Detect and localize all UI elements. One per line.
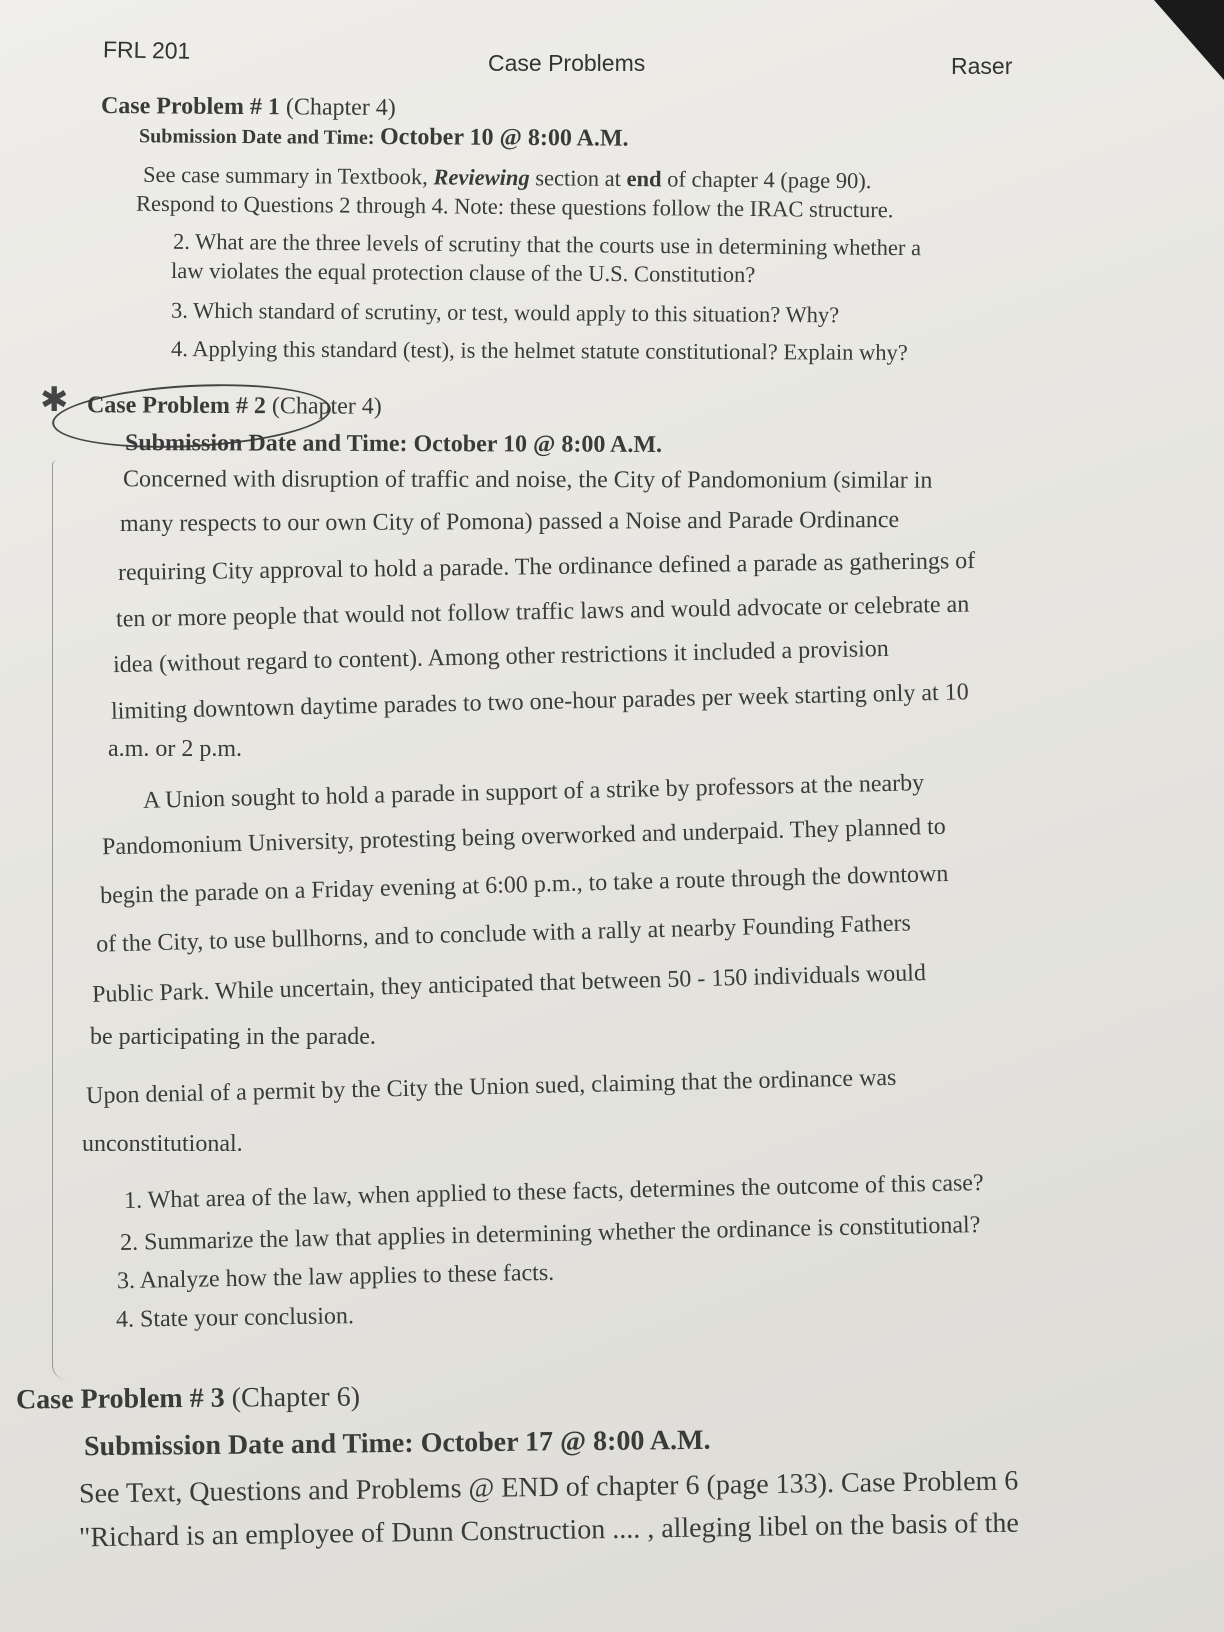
case2-p1-line: limiting downtown daytime parades to two one-hour parades per week starting only at 10	[110, 679, 969, 725]
case2-question: 4. State your conclusion.	[115, 1303, 355, 1333]
case3-chapter: (Chapter 6)	[231, 1381, 361, 1414]
case2-question: 2. Summarize the law that applies in determining whether the ordinance is constitutional?	[119, 1211, 981, 1257]
case2-submission	[125, 431, 662, 457]
case2-p2-line: begin the parade on a Friday evening at 6:00 p.m., to take a route through the downtown	[99, 860, 949, 910]
case1-submission	[139, 123, 629, 150]
case1-question-2-line1: 2. What are the three levels of scrutiny that the courts use in determining whether a	[172, 228, 922, 261]
case1-heading	[101, 94, 396, 120]
case1-submission-value: October 10 @ 8:00 A.M.	[379, 123, 629, 152]
handwritten-star-icon: ✱	[40, 380, 69, 420]
case2-question: 3. Analyze how the law applies to these facts.	[116, 1259, 555, 1295]
case2-p2-line: be participating in the parade.	[90, 1024, 376, 1050]
case1-intro-line2: Respond to Questions 2 through 4. Note: these questions follow the IRAC structure.	[135, 190, 894, 223]
case2-question: 1. What area of the law, when applied to these facts, determines the outcome of this case?	[123, 1170, 984, 1214]
course-code: FRL 201	[102, 36, 191, 64]
case2-p2-line: Public Park. While uncertain, they anticipated that between 50 - 150 individuals would	[91, 960, 927, 1008]
case2-submission-label: Submission Date and Time:	[124, 430, 408, 458]
case3-submission-label: Submission Date and Time:	[83, 1427, 414, 1463]
case2-chapter: (Chapter 4)	[271, 393, 382, 420]
case1-intro-text-c: section at	[529, 165, 627, 192]
case2-p1-line: idea (without regard to content). Among other restrictions it included a provision	[112, 635, 890, 679]
case1-submission-label: Submission Date and Time:	[138, 125, 375, 149]
case3-line1: See Text, Questions and Problems @ END of chapter 6 (page 133). Case Problem 6	[78, 1465, 1019, 1510]
case1-intro-reviewing: Reviewing	[433, 164, 530, 191]
case1-question-3: 3. Which standard of scrutiny, or test, would apply to this situation? Why?	[170, 297, 840, 328]
case3-submission-value: October 17 @ 8:00 A.M.	[420, 1424, 711, 1459]
case2-p3-line: unconstitutional.	[82, 1131, 243, 1157]
case3-line2: "Richard is an employee of Dunn Construction .... , alleging libel on the basis of the	[78, 1507, 1020, 1554]
case1-intro-end: end	[626, 166, 662, 192]
case2-submission-value: October 10 @ 8:00 A.M.	[413, 431, 663, 458]
case2-p1-line: requiring City approval to hold a parade. The ordinance defined a parade as gatherings of	[117, 548, 976, 586]
case1-title: Case Problem # 1	[100, 92, 280, 121]
case1-intro-text-e: of chapter 4 (page 90).	[661, 166, 872, 194]
case1-chapter: (Chapter 4)	[285, 94, 396, 122]
case2-p2-line: of the City, to use bullhorns, and to conclude with a rally at nearby Founding Fathers	[95, 910, 912, 958]
case2-p2-line: Pandomonium University, protesting being overworked and underpaid. They planned to	[101, 813, 947, 861]
case2-p2-line: A Union sought to hold a parade in support of a strike by professors at the nearby	[142, 770, 925, 814]
case2-heading	[87, 393, 382, 419]
case1-question-2-line2: law violates the equal protection clause of the U.S. Constitution?	[170, 257, 756, 288]
case2-title: Case Problem # 2	[86, 392, 266, 420]
case1-intro-line1	[142, 161, 872, 194]
page-title: Case Problems	[488, 50, 646, 76]
handwritten-bracket	[52, 460, 67, 1380]
instructor-name: Raser	[951, 53, 1013, 79]
case3-heading	[16, 1383, 360, 1414]
case1-intro-text-a: See case summary in Textbook,	[142, 161, 434, 190]
photo-corner-shadow	[1154, 0, 1224, 80]
case3-submission	[83, 1424, 711, 1463]
case2-p3-line: Upon denial of a permit by the City the Union sued, claiming that the ordinance was	[85, 1064, 897, 1110]
case2-p1-line: Concerned with disruption of traffic and noise, the City of Pandomonium (similar in	[122, 466, 933, 494]
case1-question-4: 4. Applying this standard (test), is the helmet statute constitutional? Explain why?	[170, 336, 908, 365]
case2-p1-line: many respects to our own City of Pomona) passed a Noise and Parade Ordinance	[119, 506, 900, 538]
case2-p1-line: a.m. or 2 p.m.	[108, 736, 242, 762]
case2-p1-line: ten or more people that would not follow traffic laws and would advocate or celebrate an	[115, 591, 970, 633]
case3-title: Case Problem # 3	[15, 1382, 225, 1416]
